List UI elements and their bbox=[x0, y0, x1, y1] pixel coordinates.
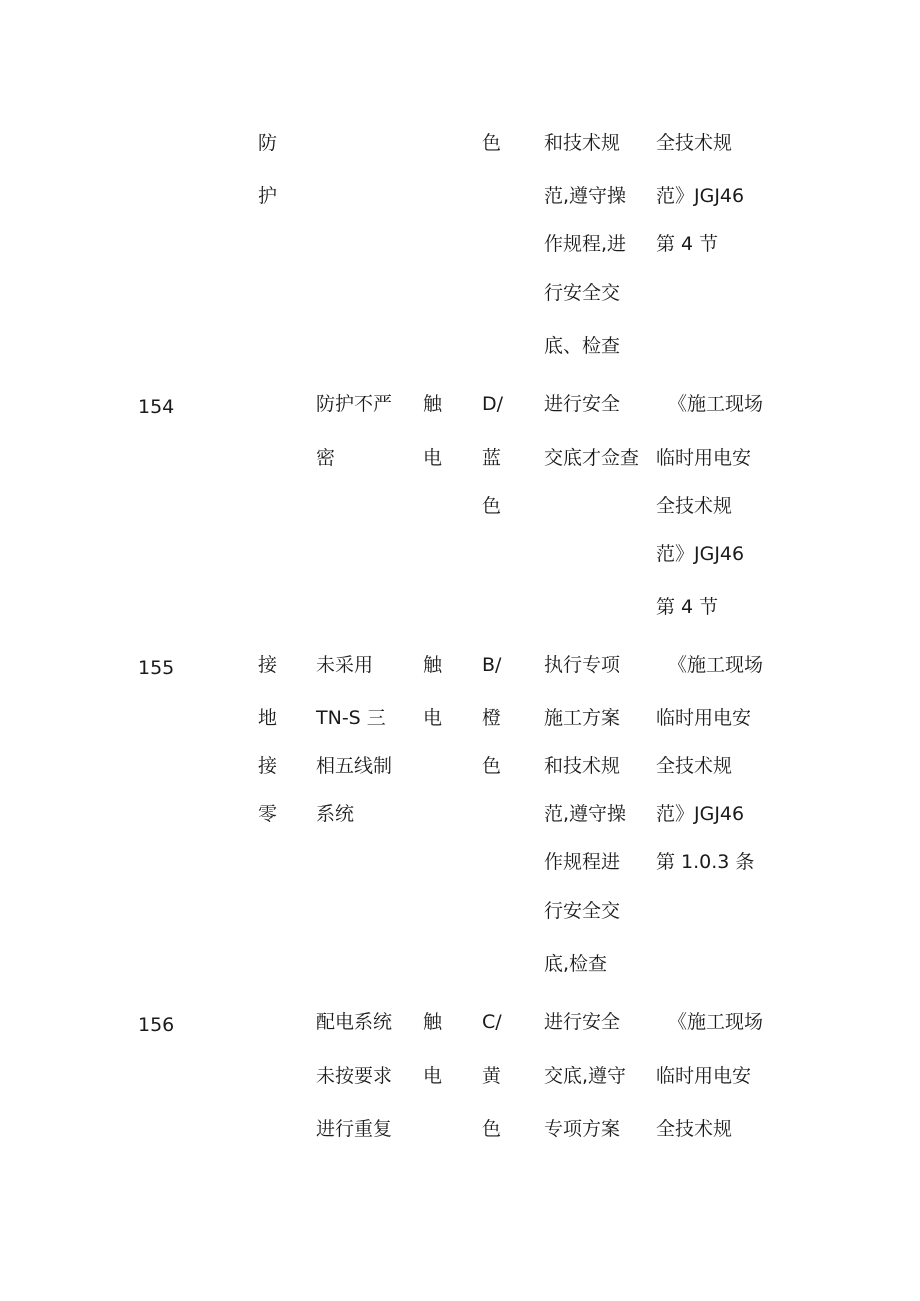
accident-text: 触 bbox=[423, 393, 443, 415]
row-number-text: 155 bbox=[138, 657, 175, 679]
reference-text: 全技术规 bbox=[656, 132, 733, 154]
row-number-text: 156 bbox=[138, 1014, 175, 1036]
measures-text: 行安全交 bbox=[544, 282, 621, 304]
reference-text: 全技术规 bbox=[656, 1118, 733, 1140]
measures-text: 进行安全 bbox=[544, 1011, 621, 1033]
measures-text: 交底才佥查 bbox=[544, 447, 640, 469]
measures-text: 施工方案 bbox=[544, 707, 621, 729]
hazard-text: 未采用 bbox=[316, 654, 374, 676]
measures-text: 作规程进 bbox=[544, 851, 621, 873]
reference-text: 全技术规 bbox=[656, 495, 733, 517]
category-text: 地 bbox=[258, 707, 278, 729]
level-text: 蓝 bbox=[482, 447, 502, 469]
level-text: 黄 bbox=[482, 1065, 502, 1087]
measures-text: 作规程,进 bbox=[544, 233, 627, 255]
reference-text: 范》JGJ46 bbox=[656, 803, 745, 825]
measures-text: 执行专项 bbox=[544, 654, 621, 676]
category-text: 护 bbox=[258, 185, 278, 207]
reference-text: 临时用电安 bbox=[656, 1065, 752, 1087]
accident-text: 触 bbox=[423, 654, 443, 676]
category-text: 接 bbox=[258, 755, 278, 777]
measures-text: 范,遵守操 bbox=[544, 185, 627, 207]
reference-text: 全技术规 bbox=[656, 755, 733, 777]
level-text: 色 bbox=[482, 495, 502, 517]
level-text: 色 bbox=[482, 1118, 502, 1140]
accident-text: 电 bbox=[423, 447, 443, 469]
level-text: 橙 bbox=[482, 707, 502, 729]
reference-text: 《施工现场 bbox=[668, 393, 764, 415]
accident-text: 电 bbox=[423, 707, 443, 729]
category-text: 零 bbox=[258, 803, 278, 825]
hazard-text: 相五线制 bbox=[316, 755, 393, 777]
reference-text: 临时用电安 bbox=[656, 707, 752, 729]
hazard-text: TN-S 三 bbox=[316, 707, 386, 729]
reference-text: 《施工现场 bbox=[668, 1011, 764, 1033]
hazard-text: 进行重复 bbox=[316, 1118, 393, 1140]
hazard-text: 配电系统 bbox=[316, 1011, 393, 1033]
reference-text: 范》JGJ46 bbox=[656, 543, 745, 565]
category-text: 接 bbox=[258, 654, 278, 676]
reference-text: 《施工现场 bbox=[668, 654, 764, 676]
reference-text: 范》JGJ46 bbox=[656, 185, 745, 207]
measures-text: 范,遵守操 bbox=[544, 803, 627, 825]
hazard-text: 未按要求 bbox=[316, 1065, 393, 1087]
accident-text: 电 bbox=[423, 1065, 443, 1087]
hazard-text: 防护不严 bbox=[316, 393, 393, 415]
measures-text: 底,检查 bbox=[544, 953, 608, 975]
row-number-text: 154 bbox=[138, 396, 175, 418]
measures-text: 行安全交 bbox=[544, 900, 621, 922]
hazard-text: 密 bbox=[316, 447, 336, 469]
level-text: C/ bbox=[482, 1011, 502, 1033]
reference-text: 第 4 节 bbox=[656, 596, 719, 618]
level-text: D/ bbox=[482, 393, 504, 415]
reference-text: 第 4 节 bbox=[656, 233, 719, 255]
reference-text: 临时用电安 bbox=[656, 447, 752, 469]
measures-text: 进行安全 bbox=[544, 393, 621, 415]
hazard-text: 系统 bbox=[316, 803, 355, 825]
accident-text: 触 bbox=[423, 1011, 443, 1033]
level-text: 色 bbox=[482, 755, 502, 777]
category-text: 防 bbox=[258, 132, 278, 154]
measures-text: 专项方案 bbox=[544, 1118, 621, 1140]
level-text: B/ bbox=[482, 654, 502, 676]
measures-text: 底、检查 bbox=[544, 335, 621, 357]
measures-text: 和技术规 bbox=[544, 755, 621, 777]
measures-text: 和技术规 bbox=[544, 132, 621, 154]
measures-text: 交底,遵守 bbox=[544, 1065, 627, 1087]
level-text: 色 bbox=[482, 132, 502, 154]
reference-text: 第 1.0.3 条 bbox=[656, 851, 755, 873]
